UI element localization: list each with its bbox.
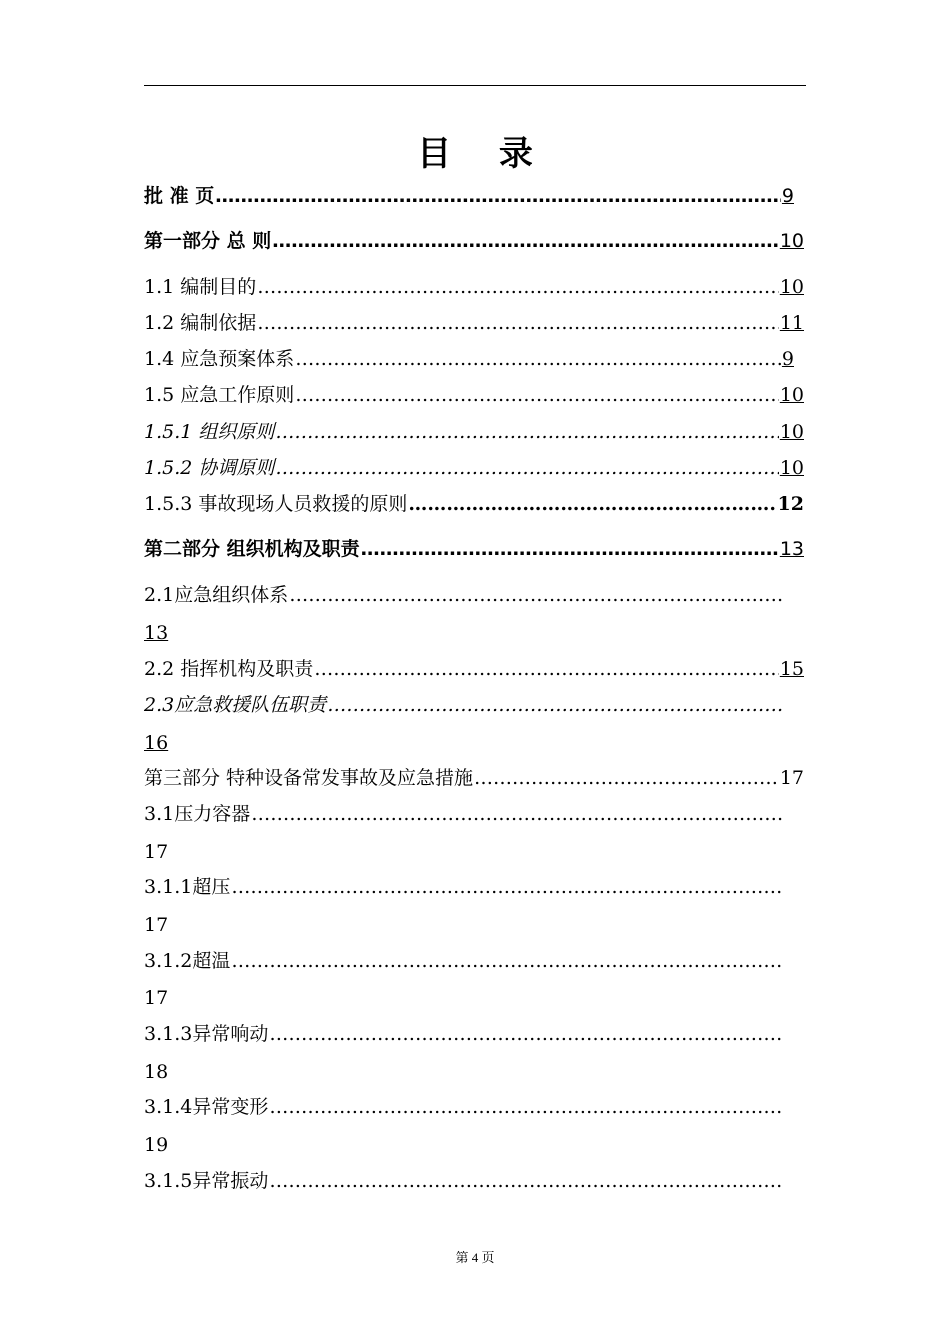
toc-entry-label: 3.1.2超温 (144, 950, 231, 972)
toc-entry[interactable] (144, 582, 784, 608)
toc-leader (295, 382, 779, 408)
toc-entry[interactable] (144, 228, 804, 254)
toc-entry-page-wrapped: 17 (144, 914, 169, 936)
toc-entry-label: 2.3应急救援队伍职责 (144, 694, 327, 716)
toc-entry[interactable] (144, 874, 784, 900)
toc-leader (275, 455, 778, 481)
page-number-footer: 第 4 页 (455, 1250, 495, 1265)
toc-leader (289, 582, 783, 608)
toc-entry[interactable] (144, 274, 804, 300)
header-rule (144, 85, 806, 86)
toc-leader (295, 346, 781, 372)
toc-entry[interactable] (144, 765, 804, 791)
toc-leader (231, 948, 783, 974)
toc-leader (275, 419, 778, 445)
toc-entry-label: 1.2 编制依据 (144, 312, 257, 334)
toc-leader (361, 536, 779, 562)
toc-entry[interactable] (144, 455, 804, 481)
toc-entry-label: 1.5 应急工作原则 (144, 384, 295, 406)
toc-entry-page-wrapped: 19 (144, 1134, 169, 1156)
toc-entry[interactable] (144, 948, 784, 974)
toc-leader (257, 310, 779, 336)
toc-entry-page: 12 (777, 493, 804, 515)
toc-entry-page: 10 (779, 384, 804, 406)
toc-entry-label: 1.5.3 事故现场人员救援的原则 (144, 493, 408, 515)
toc-entry[interactable] (144, 536, 804, 562)
toc-entry-page: 10 (779, 230, 804, 252)
toc-leader (215, 183, 781, 209)
toc-entry[interactable] (144, 1094, 784, 1120)
toc-entry[interactable] (144, 419, 804, 445)
toc-entry-page: 11 (779, 312, 804, 334)
toc-entry[interactable] (144, 692, 784, 718)
toc-entry[interactable] (144, 801, 784, 827)
toc-entry-page: 10 (779, 457, 804, 479)
toc-entry[interactable] (144, 1168, 784, 1194)
toc-entry-label: 1.1 编制目的 (144, 276, 257, 298)
toc-leader (314, 656, 779, 682)
toc-entry-label: 3.1.3异常响动 (144, 1023, 269, 1045)
toc-entry[interactable] (144, 382, 804, 408)
toc-entry-label: 第三部分 特种设备常发事故及应急措施 (144, 767, 474, 789)
toc-entry-page-wrapped: 13 (144, 622, 169, 644)
toc-entry-page: 9 (781, 348, 794, 370)
toc-entry-label: 1.5.2 协调原则 (144, 457, 275, 479)
toc-leader (272, 228, 779, 254)
toc-entry[interactable] (144, 1021, 784, 1047)
toc-entry-label: 第二部分 组织机构及职责 (144, 538, 360, 560)
toc-entry-label: 1.4 应急预案体系 (144, 348, 295, 370)
toc-title: 目 录 (417, 134, 551, 174)
toc-entry-label: 3.1.1超压 (144, 876, 231, 898)
toc-entry-page: 15 (779, 658, 804, 680)
toc-leader (269, 1021, 783, 1047)
toc-leader (327, 692, 783, 718)
toc-leader (257, 274, 779, 300)
toc-entry-page: 10 (779, 421, 804, 443)
toc-entry-page: 9 (781, 185, 794, 207)
toc-entry-label: 3.1压力容器 (144, 803, 251, 825)
toc-entry-label: 2.1应急组织体系 (144, 584, 289, 606)
toc-entry-page-wrapped: 17 (144, 987, 169, 1009)
toc-entry-page: 10 (779, 276, 804, 298)
toc-leader (251, 801, 783, 827)
toc-entry-page: 17 (779, 767, 804, 789)
toc-entry-page-wrapped: 17 (144, 841, 169, 863)
toc-entry-label: 2.2 指挥机构及职责 (144, 658, 314, 680)
toc-entry-label: 1.5.1 组织原则 (144, 421, 275, 443)
toc-leader (474, 765, 779, 791)
toc-entry[interactable] (144, 310, 804, 336)
toc-entry-label: 第一部分 总 则 (144, 230, 272, 252)
toc-leader (269, 1094, 783, 1120)
toc-entry-label: 3.1.4异常变形 (144, 1096, 269, 1118)
toc-entry[interactable] (144, 656, 804, 682)
toc-leader (408, 491, 776, 517)
toc-leader (269, 1168, 783, 1194)
toc-leader (231, 874, 783, 900)
toc-entry[interactable] (144, 183, 794, 209)
toc-entry-page-wrapped: 18 (144, 1061, 169, 1083)
toc-entry-page-wrapped: 16 (144, 732, 169, 754)
toc-entry[interactable] (144, 346, 794, 372)
toc-entry[interactable] (144, 491, 804, 517)
toc-entry-label: 3.1.5异常振动 (144, 1170, 269, 1192)
toc-entry-label: 批 准 页 (144, 185, 215, 207)
toc-entry-page: 13 (779, 538, 804, 560)
